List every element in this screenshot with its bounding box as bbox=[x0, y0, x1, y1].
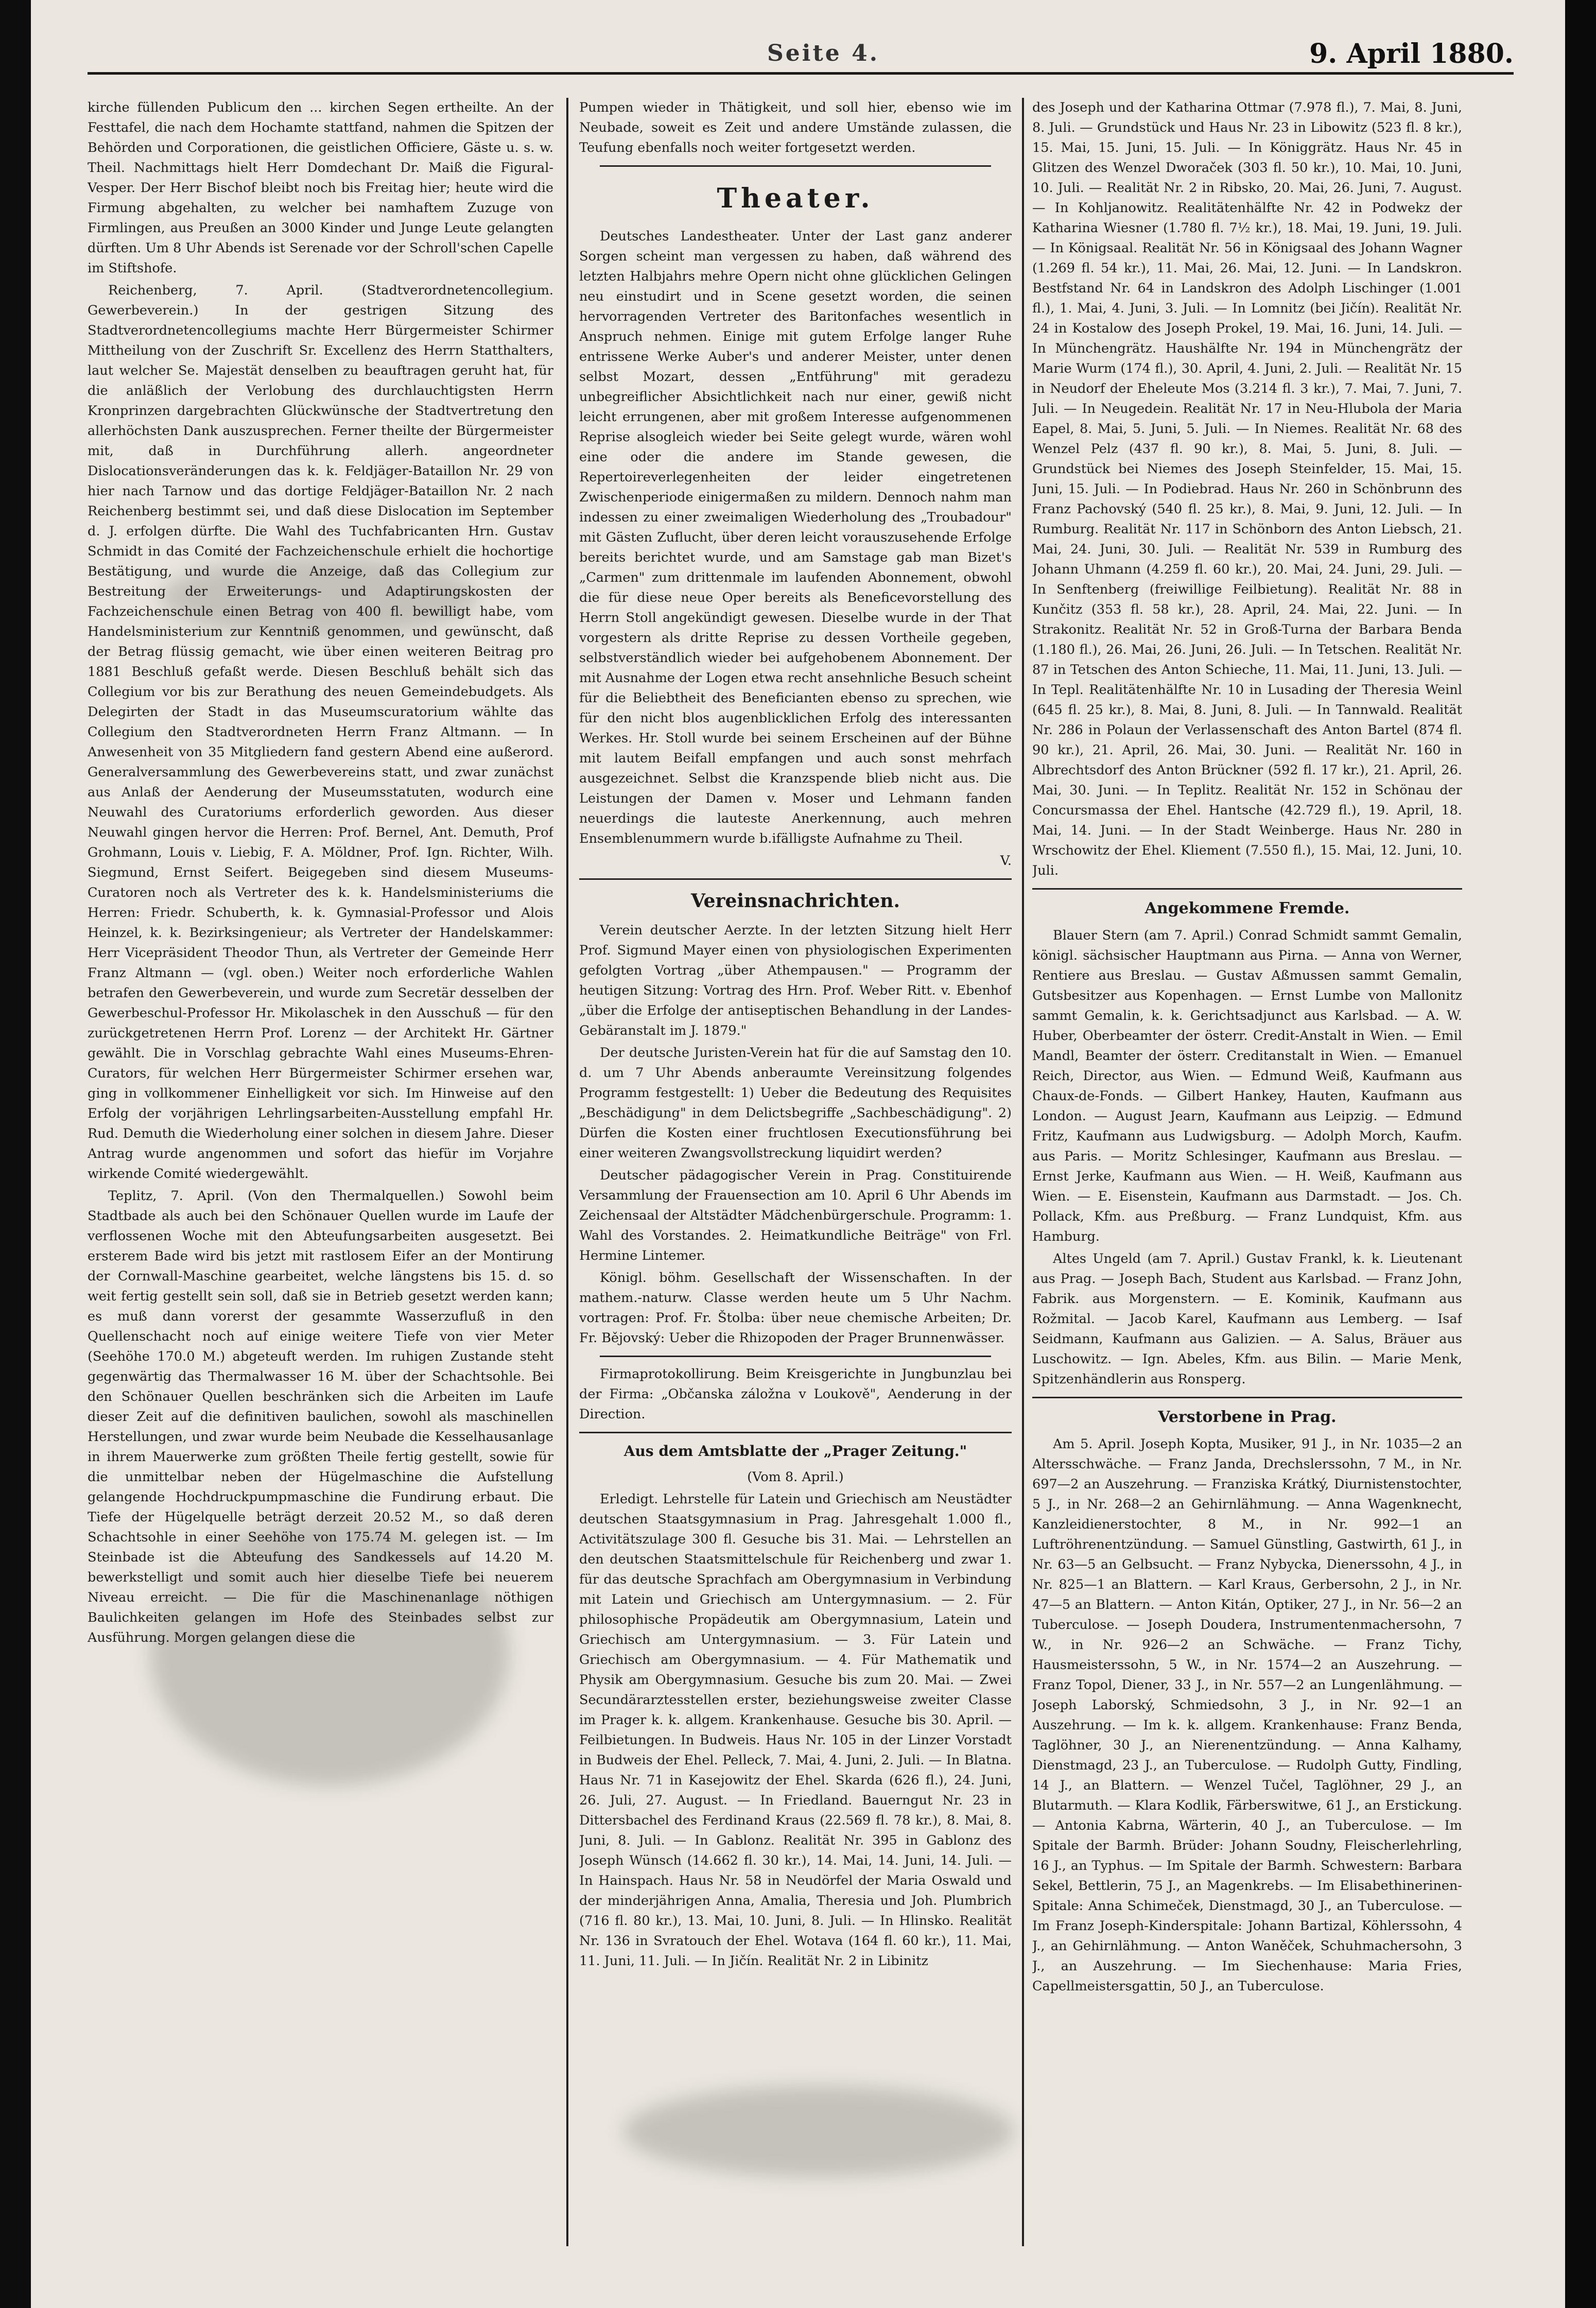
section-divider bbox=[579, 878, 1012, 880]
amtsblatt-text: Erledigt. Lehrstelle für Latein und Griechisch am Neustädter deutschen Staatsgymnasium in Prag. Jahresgehalt 1.000 fl., Activitätszulage 300 fl. Gesuche bis 31. Mai. — Lehrstellen an den deutschen Staatsmittelschule für Reichenberg und zwar 1. für das deutsche Sprachfach am Obergymnasium in Verbindung mit Latein und Griechisch am Untergymnasium. — 2. Für philosophische Propädeutik am Obergymnasium, Latein und Griechisch am Untergymnasium. — 3. Für Latein und Griechisch am Obergymnasium. — 4. Für Mathematik und Physik am Obergymnasium. Gesuche bis zum 20. Mai. — Zwei Secundärarztesstellen erster, beziehungsweise zweiter Classe im Prager k. k. allgem. Krankenhause. Gesuche bis 30. April. — Feilbietungen. In Budweis. Haus Nr. 105 in der Linzer Vorstadt in Budweis der Ehel. Pelleck, 7. Mai, 4. Juni, 2. Juli. — In Blatna. Haus Nr. 71 in Kasejowitz der Ehel. Skarda (626 fl.), 24. Juni, 26. Juli, 27. August. — In Friedland. Bauerngut Nr. 23 in Dittersbachel des Ferdinand Kraus (22.569 fl. 78 kr.), 8. Mai, 8. Juni, 8. Juli. — In Gablonz. Realität Nr. 395 in Gablonz des Joseph Wünsch (14.662 fl. 30 kr.), 14. Mai, 14. Juni, 14. Juli. — In Hainspach. Haus Nr. 58 in Neudörfel der Maria Oswald und der minderjährigen Anna, Amalia, Theresia und Joh. Plumbrich (716 fl. 80 kr.), 13. Mai, 10. Juni, 8. Juli. — In Hlinsko. Realität Nr. 136 in Svratouch der Ehel. Wotava (164 fl. 60 kr.), 11. Mai, 11. Juni, 11. Juli. — In Jičín. Realität Nr. 2 in Libinitz bbox=[579, 1491, 1012, 1969]
amtsblatt-date: (Vom 8. April.) bbox=[747, 1469, 844, 1485]
page-number: Seite 4. bbox=[767, 40, 880, 66]
section-divider bbox=[579, 1432, 1012, 1433]
vereine-item: Deutscher pädagogischer Verein in Prag. Constituirende Versammlung der Frauensection am 10. April 6 Uhr Abends im Zeichensaal der Altstädter Mädchenbürgerschule. Programm: 1. Wahl des Vorstandes. 2. Heimatkundliche Beiträge" von Frl. Hermine Lintemer. bbox=[579, 1167, 1012, 1263]
issue-date: 9. April 1880. bbox=[1309, 38, 1514, 70]
column-rule bbox=[1022, 98, 1024, 2246]
feilbietungen-text: des Joseph und der Katharina Ottmar (7.978 fl.), 7. Mai, 8. Juni, 8. Juli. — Grundstück und Haus Nr. 23 in Libowitz (523 fl. 8 kr.), 15. Mai, 15. Juni, 15. Juli. — In Königgrätz. Haus Nr. 45 in Glitzen des Wenzel Dworaček (303 fl. 50 kr.), 10. Mai, 10. Juni, 10. Juli. — Realität Nr. 2 in Ribsko, 20. Mai, 26. Juni, 7. August. — In Kohljanowitz. Realitätenhälfte Nr. 42 in Podwekz der Katharina Wiesner (1.780 fl. 7½ kr.), 18. Mai, 19. Juni, 19. Juli. — In Königsaal. Realität Nr. 56 in Königsaal des Johann Wagner (1.269 fl. 54 kr.), 11. Mai, 26. Mai, 12. Juni. — In Landskron. Bestfstand Nr. 64 in Landskron des Adolph Lischinger (1.001 fl.), 1. Mai, 4. Juni, 3. Juli. — In Lomnitz (bei Jičín). Realität Nr. 24 in Kostalow des Joseph Prokel, 19. Mai, 16. Juni, 14. Juli. — In Münchengrätz. Haushälfte Nr. 194 in Münchengrätz der Marie Wurm (174 fl.), 30. April, 4. Juni, 2. Juli. — Realität Nr. 15 in Neudorf der Eheleute Mos (3.214 fl. 3 kr.), 7. Mai, 7. Juni, 7. Juli. — In Neugedein. Realität Nr. 17 in Neu-Hlubola der Maria Eapel, 8. Mai, 5. Juni, 5. Juli. — In Niemes. Realität Nr. 68 des Wenzel Pelz (437 fl. 90 kr.), 8. Mai, 5. Juni, 8. Juli. — Grundstück bei Niemes des Joseph Steinfelder, 15. Mai, 15. Juni, 15. Juli. — In Podiebrad. Haus Nr. 260 in Schönbrunn des Franz Pachovský (540 fl. 25 kr.), 8. Mai, 9. Juni, 12. Juli. — In Rumburg. Realität Nr. 117 in Schönborn des Anton Liebsch, 21. Mai, 24. Juni, 30. Juli. — Realität Nr. 539 in Rumburg des Johann Uhmann (4.259 fl. 60 kr.), 20. Mai, 24. Juni, 29. Juli. — In Senftenberg (freiwillige Feilbietung). Realität Nr. 88 in Kunčitz (353 fl. 58 kr.), 28. April, 24. Mai, 22. Juni. — In Strakonitz. Realität Nr. 52 in Groß-Turna der Barbara Benda (1.180 fl.), 26. Mai, 26. Juni, 26. Juli. — In Tetschen. Realität Nr. 87 in Tetschen des Anton Schieche, 11. Mai, 11. Juni, 13. Juli. — In Tepl. Realitätenhälfte Nr. 10 in Lusading der Theresia Weinl (645 fl. 25 kr.), 8. Mai, 8. Juni, 8. Juli. — In Tannwald. Realität Nr. 286 in Polaun der Verlassenschaft des Anton Bartel (874 fl. 90 kr.), 21. April, 26. Mai, 30. Juni. — Realität Nr. 160 in Albrechtsdorf des Anton Brückner (592 fl. 17 kr.), 21. April, 26. Mai, 30. Juni. — In Teplitz. Realität Nr. 152 in Schönau der Concursmassa der Ehel. Hantsche (42.729 fl.), 19. April, 18. Mai, 14. Juni. — In der Stadt Weinberge. Haus Nr. 280 in Wrschowitz der Ehel. Kliement (7.550 fl.), 15. Mai, 12. Juni, 10. Juli. bbox=[1032, 100, 1462, 878]
vereine-item: Königl. böhm. Gesellschaft der Wissenschaften. In der mathem.-naturw. Classe werden heute um 5 Uhr Nachm. vortragen: Prof. Fr. Štolba: über neue chemische Arbeiten; Dr. Fr. Bějovský: Ueber die Rhizopoden der Prager Brunnenwässer. bbox=[579, 1270, 1012, 1346]
scan-edge-left bbox=[0, 0, 31, 2308]
column-3 bbox=[1032, 98, 1462, 2246]
section-heading-theater: Theater. bbox=[717, 183, 874, 214]
article-teplitz: Teplitz, 7. April. (Von den Thermalquellen.) Sowohl beim Stadtbade als auch bei den Schönauer Quellen wurde im Laufe der verflossenen Woche mit den Abteufungsarbeiten ausgesetzt. Bei ersterem Bade wird bis jetzt mit rastlosem Eifer an der Montirung der Cornwall-Maschine gearbeitet, welche längstens bis 15. d. so weit fertig gestellt sein soll, daß sie in Betrieb gesetzt werden kann; es muß dann vorerst der gesammte Wasserzufluß in den Quellenschacht noch auf einige weitere Tiefe von vier Meter (Seehöhe 170.0 M.) abgeteuft werden. Im ruhigen Zustande steht gegenwärtig das Thermalwasser 16 M. über der Schachtsohle. Bei den Schönauer Quellen beschränken sich die Arbeiten im Laufe dieser Zeit auf die definitiven baulichen, sowohl als maschinellen Herstellungen, und zwar wurde beim Neubade die Kesselhausanlage in ihrem Mauerwerke zum größten Theile fertig gestellt, sowie für die unmittelbar neben der Hügelmaschine die Aufstellung gelangende Hochdruckpumpmaschine die Fundirung erbaut. Die Tiefe der Hügelquelle beträgt derzeit 20.52 M., so daß deren Schachtsohle in einer Seehöhe von 175.74 M. gelegen ist. — Im Steinbade ist die Abteufung des Sandkessels auf 14.20 M. bewerkstelligt und somit auch hier dieselbe Tiefe bei neuerem Niveau erreicht. — Die für die Maschinenanlage nöthigen Baulichkeiten gelangen im Hofe des Steinbades selbst zur Ausführung. Morgen gelangen diese die bbox=[88, 1188, 553, 1645]
column-rule bbox=[566, 98, 568, 2246]
section-heading-vereine: Vereinsnachrichten. bbox=[690, 890, 900, 912]
column-2 bbox=[579, 98, 1012, 2246]
section-divider bbox=[600, 165, 991, 167]
author-sign: V. bbox=[1000, 853, 1012, 869]
article-text: Pumpen wieder in Thätigkeit, und soll hier, ebenso wie im Neubade, soweit es Zeit und andere Umstände zulassen, die Teufung ebenfalls noch weiter fortgesetzt werden. bbox=[579, 100, 1012, 155]
column-1 bbox=[88, 98, 553, 2246]
article-reichenberg: Reichenberg, 7. April. (Stadtverordnetencollegium. Gewerbeverein.) In der gestrigen Sitzung des Stadtverordnetencollegiums machte Herr Bürgermeister Schirmer Mittheilung von der Zuschrift Sr. Excellenz des Herrn Statthalters, laut welcher Se. Majestät denselben zu beauftragen geruht hat, für die anläßlich der Verlobung des durchlauchtigsten Herrn Kronprinzen dargebrachten Glückwünsche der Stadtvertretung den allerhöchsten Dank auszusprechen. Ferner theilte der Bürgermeister mit, daß in Durchführung allerh. angeordneter Dislocationsveränderungen das k. k. Feldjäger-Bataillon Nr. 29 von hier nach Tarnow und das dortige Feldjäger-Bataillon Nr. 2 nach Reichenberg bestimmt sei, und daß diese Dislocation im September d. J. erfolgen dürfte. Die Wahl des Tuchfabricanten Hrn. Gustav Schmidt in das Comité der Fachzeichenschule erhielt die hochortige Bestätigung, und wurde die Anzeige, daß das Collegium zur Bestreitung der Erweiterungs- und Adaptirungskosten der Fachzeichenschule einen Betrag von 400 fl. bewilligt habe, vom Handelsministerium zur Kenntniß genommen, und gewünscht, daß der Betrag flüssig gemacht, wie über einen weiteren Beitrag pro 1881 Beschluß gefaßt werde. Diesen Beschluß behält sich das Collegium vor bis zur Berathung des neuen Gemeindebudgets. Als Delegirten der Stadt in das Museumscuratorium wählte das Collegium den Stadtverordneten Herrn Franz Altmann. — In Anwesenheit von 35 Mitgliedern fand gestern Abend eine außerord. Generalversammlung des Gewerbevereins statt, und zwar zunächst aus Anlaß der Aenderung der Museumsstatuten, wodurch eine Neuwahl des Curatoriums erforderlich geworden. Aus dieser Neuwahl gingen hervor die Herren: Prof. Bernel, Ant. Demuth, Prof Grohmann, Louis v. Liebig, F. A. Möldner, Prof. Ign. Richter, Wilh. Siegmund, Ernst Seifert. Beigegeben sind diesem Museums-Curatoren noch als Vertreter des k. k. Handelsministeriums die Herren: Friedr. Schuberth, k. k. Gymnasial-Professor und Alois Heinzel, k. k. Bezirksingenieur; als Vertreter der Handelskammer: Herr Vicepräsident Theodor Thun, als Vertreter der Gemeinde Herr Franz Altmann — (vgl. oben.) Weiter noch erforderliche Wahlen betrafen den Gewerbeverein, und wurde zum Secretär desselben der Gewerbeschul-Professor Hr. Mikolaschek in den Ausschuß — für den zurückgetretenen Herrn Prof. Lorenz — der Architekt Hr. Gärtner gewählt. Die in Vorschlag gebrachte Wahl eines Museums-Ehren-Curators, für welchen Herr Bürgermeister Schirmer ersehen war, ging in vollkommener Einhelligkeit vor sich. Im Hinweise auf den Erfolg der vorjährigen Lehrlingsarbeiten-Ausstellung empfahl Hr. Rud. Demuth die Wiederholung einer solchen in diesem Jahre. Dieser Antrag wurde angenommen und sofort das hiefür im Vorjahre wirkende Comité wiedergewählt. bbox=[88, 283, 553, 1182]
section-divider bbox=[600, 1356, 991, 1357]
page-header bbox=[88, 36, 1514, 75]
article-text: kirche füllenden Publicum den ... kirchen Segen ertheilte. An der Festtafel, die nach dem Hochamte stattfand, nahmen die Spitzen der Behörden und Corporationen, die geistlichen Officiere, Gäste u. s. w. Theil. Nachmittags hielt Herr Domdechant Dr. Maiß die Figural-Vesper. Der Herr Bischof bleibt noch bis Freitag hier; heute wird die Firmung abgehalten, zu welcher bei namhaftem Zuzuge von Firmlingen, aus Preußen an 3000 Kinder und Junge Leute gelangten dürften. Um 8 Uhr Abends ist Serenade vor der Schroll'schen Capelle im Stiftshofe. bbox=[88, 100, 553, 276]
section-divider bbox=[1032, 1397, 1462, 1398]
section-heading-verstorbene: Verstorbene in Prag. bbox=[1158, 1408, 1337, 1426]
vereine-item: Verein deutscher Aerzte. In der letzten Sitzung hielt Herr Prof. Sigmund Mayer einen von physiologischen Experimenten gefolgten Vortrag „über Athempausen." — Programm der heutigen Sitzung: Vortrag des Hrn. Prof. Weber Ritt. v. Ebenhof „über die Erfolge der antiseptischen Behandlung in der Landes-Gebäranstalt im J. 1879." bbox=[579, 922, 1012, 1038]
section-divider bbox=[1032, 888, 1462, 890]
section-heading-amtsblatt: Aus dem Amtsblatte der „Prager Zeitung." bbox=[623, 1442, 967, 1460]
firma-notice: Firmaprotokollirung. Beim Kreisgerichte in Jungbunzlau bei der Firma: „Občanska záložna v Loukově", Aenderung in der Direction. bbox=[579, 1366, 1012, 1422]
verstorbene-text: Am 5. April. Joseph Kopta, Musiker, 91 J., in Nr. 1035—2 an Altersschwäche. — Franz Janda, Drechslerssohn, 7 M., in Nr. 697—2 an Auszehrung. — Franziska Krátký, Diurnistenstochter, 5 J., in Nr. 268—2 an Gehirnlähmung. — Anna Wagenknecht, Kanzleidienerstochter, 8 M., in Nr. 992—1 an Luftröhrenentzündung. — Samuel Günstling, Gastwirth, 61 J., in Nr. 63—5 an Gelbsucht. — Franz Nybycka, Dienerssohn, 4 J., in Nr. 825—1 an Blattern. — Karl Kraus, Gerbersohn, 2 J., in Nr. 47—5 an Blattern. — Anton Kitán, Optiker, 27 J., in Nr. 56—2 an Tuberculose. — Joseph Doudera, Instrumentenmachersohn, 7 W., in Nr. 926—2 an Schwäche. — Franz Tichy, Hausmeisterssohn, 5 W., in Nr. 1574—2 an Auszehrung. — Franz Topol, Diener, 33 J., in Nr. 557—2 an Lungenlähmung. — Joseph Laborský, Schmiedsohn, 3 J., in Nr. 92—1 an Auszehrung. — Im k. k. allgem. Krankenhause: Franz Benda, Taglöhner, 30 J., an Nierenentzündung. — Anna Kalhamy, Dienstmagd, 23 J., an Tuberculose. — Rudolph Gutty, Findling, 14 J., an Blattern. — Wenzel Tučel, Taglöhner, 29 J., an Blutarmuth. — Klara Kodlik, Färberswitwe, 61 J., an Erstickung. — Antonia Kabrna, Wärterin, 40 J., an Tuberculose. — Im Spitale der Barmh. Brüder: Johann Soudny, Fleischerlehrling, 16 J., an Typhus. — Im Spitale der Barmh. Schwestern: Barbara Sekel, Bettlerin, 75 J., an Magenkrebs. — Im Elisabethinerinen-Spitale: Anna Schimeček, Dienstmagd, 30 J., an Tuberculose. — Im Franz Joseph-Kinderspitale: Johann Bartizal, Köhlerssohn, 4 J., an Gehirnlähmung. — Anton Waněček, Schuhmachersohn, 3 J., an Auszehrung. — Im Siechenhause: Maria Fries, Capellmeistersgattin, 50 J., an Tuberculose. bbox=[1032, 1436, 1462, 1994]
scan-edge-right bbox=[1565, 0, 1596, 2308]
article-theater: Deutsches Landestheater. Unter der Last ganz anderer Sorgen scheint man vergessen zu haben, daß während des letzten Halbjahrs mehre Opern nicht ohne glücklichen Gelingen neu einstudirt und in Scene gesetzt worden, die seinen hervorragenden Vertreter des Baritonfaches wesentlich in Anspruch nehmen. Einige mit gutem Erfolge langer Ruhe entrissene Werke Auber's und anderer Meister, unter denen selbst Mozart, dessen „Entführung" mit geradezu unbegreiflicher Absichtlichkeit nach nur einer, gewiß nicht leicht errungenen, aber mit großem Interesse aufgenommenen Reprise alsogleich wieder bei Seite gelegt wurde, wären wohl eine oder die andere im Stande gewesen, die Repertoireverlegenheiten der leider eingetretenen Zwischenperiode einigermaßen zu mildern. Dennoch nahm man indessen zu einer zweimaligen Wiederholung des „Troubadour" mit Gästen Zuflucht, über deren leicht vorauszusehende Erfolge bereits berichtet wurde, und am Samstage gab man Bizet's „Carmen" zum drittenmale im laufenden Abonnement, obwohl die für diese neue Oper bereits als Beneficevorstellung des Herrn Stoll angekündigt gewesen. Dieselbe wurde in der That vorgestern als dritte Reprise zu dessen Vortheile gegeben, selbstverständlich wieder bei aufgehobenem Abonnement. Der mit Ausnahme der Logen etwa recht ansehnliche Besuch scheint für die Beliebtheit des Beneficianten ebenso zu sprechen, wie für den nicht blos augenblicklichen Erfolg des interessanten Werkes. Hr. Stoll wurde bei seinem Erscheinen auf der Bühne mit lautem Beifall empfangen und auch sonst mehrfach ausgezeichnet. Selbst die Kranzspende blieb nicht aus. Die Leistungen der Damen v. Moser und Lehmann fanden neuerdings die lauteste Anerkennung, auch mehren Ensemblenummern wurde b.ifälligste Aufnahme zu Theil. bbox=[579, 228, 1012, 846]
fremde-text: Altes Ungeld (am 7. April.) Gustav Frankl, k. k. Lieutenant aus Prag. — Joseph Bach, Student aus Karlsbad. — Franz John, Fabrik. aus Morgenstern. — E. Kominik, Kaufmann aus Rožmital. — Jacob Karel, Kaufmann aus Lemberg. — Isaf Seidmann, Kaufmann aus Galizien. — A. Salus, Bräuer aus Luschowitz. — Ign. Abeles, Kfm. aus Bilin. — Marie Menk, Spitzenhändlerin aus Ronsperg. bbox=[1032, 1251, 1462, 1387]
vereine-item: Der deutsche Juristen-Verein hat für die auf Samstag den 10. d. um 7 Uhr Abends anberaumte Vereinsitzung folgendes Programm festgestellt: 1) Ueber die Bedeutung des Requisites „Beschädigung" in dem Delictsbegriffe „Sachbeschädigung". 2) Dürfen die Kosten einer fruchtlosen Executionsführung bei einer weiteren Zwangsvollstreckung liquidirt werden? bbox=[579, 1045, 1012, 1161]
section-heading-fremde: Angekommene Fremde. bbox=[1144, 899, 1350, 917]
fremde-text: Blauer Stern (am 7. April.) Conrad Schmidt sammt Gemalin, königl. sächsischer Hauptmann aus Pirna. — Anna von Werner, Rentiere aus Breslau. — Gustav Aßmussen sammt Gemalin, Gutsbesitzer aus Kopenhagen. — Ernst Lumbe von Mallonitz sammt Gemalin, k. k. Gerichtsadjunct aus Karlsbad. — A. W. Huber, Oberbeamter der österr. Credit-Anstalt in Wien. — Emil Mandl, Beamter der österr. Creditanstalt in Wien. — Emanuel Reich, Director, aus Wien. — Edmund Weiß, Kaufmann aus Chaux-de-Fonds. — Gilbert Hankey, Hauten, Kaufmann aus London. — August Jearn, Kaufmann aus Leipzig. — Edmund Fritz, Kaufmann aus Ludwigsburg. — Adolph Morch, Kaufm. aus Paris. — Moritz Schlesinger, Kaufmann aus Breslau. — Ernst Jerke, Kaufmann aus Wien. — H. Weiß, Kaufmann aus Wien. — E. Eisenstein, Kaufmann aus Darmstadt. — Jos. Ch. Pollack, Kfm. aus Preßburg. — Franz Lundquist, Kfm. aus Hamburg. bbox=[1032, 927, 1462, 1244]
